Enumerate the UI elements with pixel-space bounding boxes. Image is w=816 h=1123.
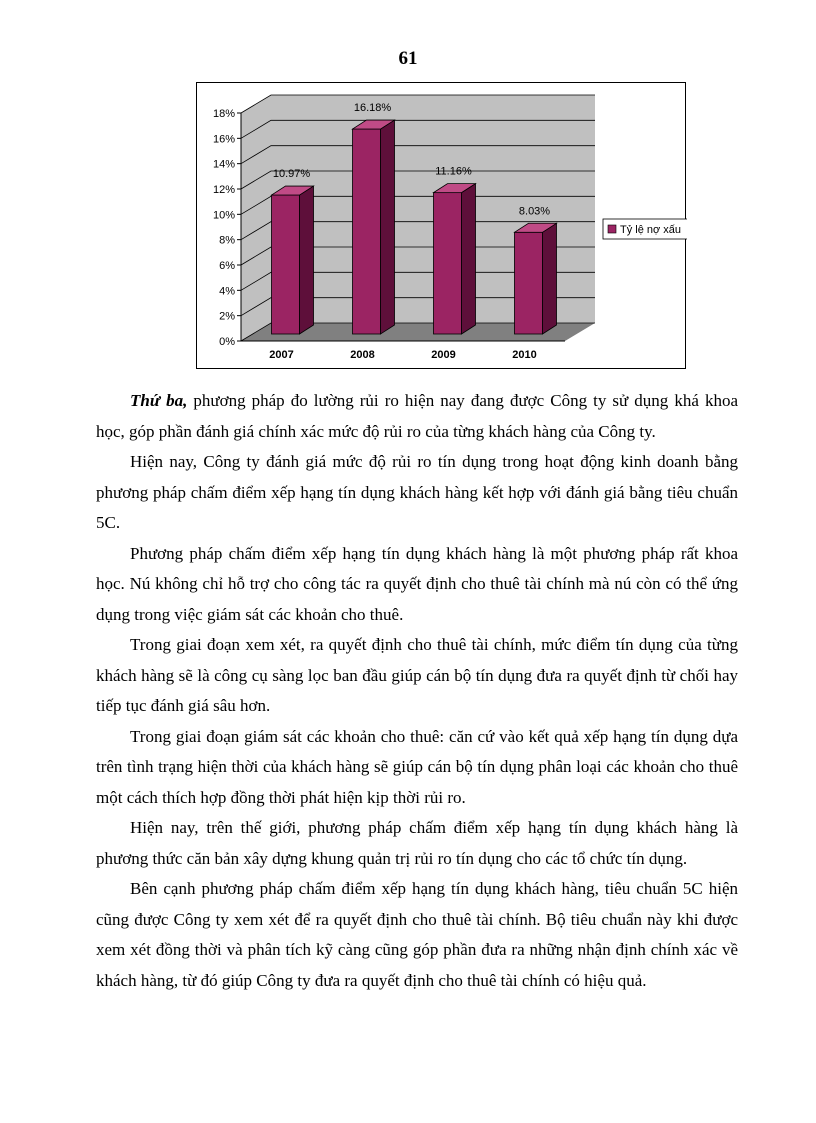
data-label: 11.16%	[435, 165, 472, 178]
y-tick-label: 4%	[219, 285, 235, 298]
bar-side	[543, 223, 557, 334]
paragraph-6: Hiện nay, trên thế giới, phương pháp chấm điểm xếp hạng tín dụng khách hàng là phương thức căn bản xây dựng khung quản trị rủi ro tín dụng cho các tổ chức tín dụng.	[96, 818, 738, 868]
chart-canvas	[197, 83, 687, 370]
body-text	[96, 386, 738, 996]
legend-swatch	[608, 225, 616, 233]
x-tick-label: 2009	[431, 349, 456, 361]
x-tick-label: 2008	[350, 349, 375, 361]
y-tick-label: 14%	[212, 158, 235, 171]
paragraph-4: Trong giai đoạn xem xét, ra quyết định cho thuê tài chính, mức điểm tín dụng của từng khách hàng sẽ là công cụ sàng lọc ban đầu giúp cán bộ tín dụng đưa ra quyết định từ chối hay tiếp tục đánh giá sâu hơn.	[96, 635, 738, 715]
y-tick-label: 8%	[219, 234, 235, 247]
paragraph-lead: Thứ ba,	[130, 391, 188, 410]
page-number: 61	[398, 48, 418, 69]
paragraph-text: phương pháp đo lường rủi ro hiện nay đang được Công ty sử dụng khá khoa học, góp phần đánh giá chính xác mức độ rủi ro của từng khách hàng của Công ty.	[96, 391, 738, 441]
paragraph-1	[96, 386, 738, 447]
paragraph-2: Hiện nay, Công ty đánh giá mức độ rủi ro tín dụng trong hoạt động kinh doanh bằng phương pháp chấm điểm xếp hạng tín dụng khách hàng kết hợp với đánh giá bằng tiêu chuẩn 5C.	[96, 452, 738, 532]
y-tick-label: 2%	[219, 310, 235, 323]
y-tick-label: 18%	[212, 108, 235, 120]
x-tick-label: 2010	[512, 349, 537, 361]
legend-label: Tỷ lệ nợ xấu	[620, 224, 682, 236]
data-label: 16.18%	[353, 102, 392, 115]
bar-front	[434, 193, 462, 334]
y-tick-label: 16%	[212, 133, 235, 146]
bar-front	[272, 195, 300, 334]
bar-side	[300, 186, 314, 334]
bad-debt-ratio-chart	[196, 82, 686, 369]
y-tick-label: 12%	[212, 184, 235, 196]
x-tick-label: 2007	[269, 349, 294, 361]
data-label: 10.97%	[272, 168, 311, 181]
data-label: 8.03%	[518, 205, 551, 218]
paragraph-5: Trong giai đoạn giám sát các khoản cho thuê: căn cứ vào kết quả xếp hạng tín dụng dựa trên tình trạng hiện thời của khách hàng sẽ giúp cán bộ tín dụng phân loại các khoản cho thuê một cách thích hợp đồng thời phát hiện kịp thời rủi ro.	[96, 726, 738, 807]
bar-front	[515, 232, 543, 334]
paragraph-7: Bên cạnh phương pháp chấm điểm xếp hạng tín dụng khách hàng, tiêu chuẩn 5C hiện cũng được Công ty xem xét để ra quyết định cho thuê tài chính. Bộ tiêu chuẩn này khi được xem xét đồng thời và phân tích kỹ càng cũng góp phần đưa ra những nhận định chính xác về khách hàng, từ đó giúp Công ty đưa ra quyết định cho thuê tài chính có hiệu quả.	[96, 879, 738, 990]
paragraph-3: Phương pháp chấm điểm xếp hạng tín dụng khách hàng là một phương pháp rất khoa học. Nú không chỉ hỗ trợ cho công tác ra quyết định cho thuê tài chính mà nú còn có thể ứng dụng trong việc giám sát các khoản cho thuê.	[96, 543, 738, 624]
bar-front	[353, 129, 381, 334]
bar-side	[381, 120, 395, 334]
y-tick-label: 0%	[219, 336, 235, 348]
y-tick-label: 10%	[212, 209, 235, 222]
y-tick-label: 6%	[219, 260, 235, 272]
bar-side	[462, 184, 476, 334]
